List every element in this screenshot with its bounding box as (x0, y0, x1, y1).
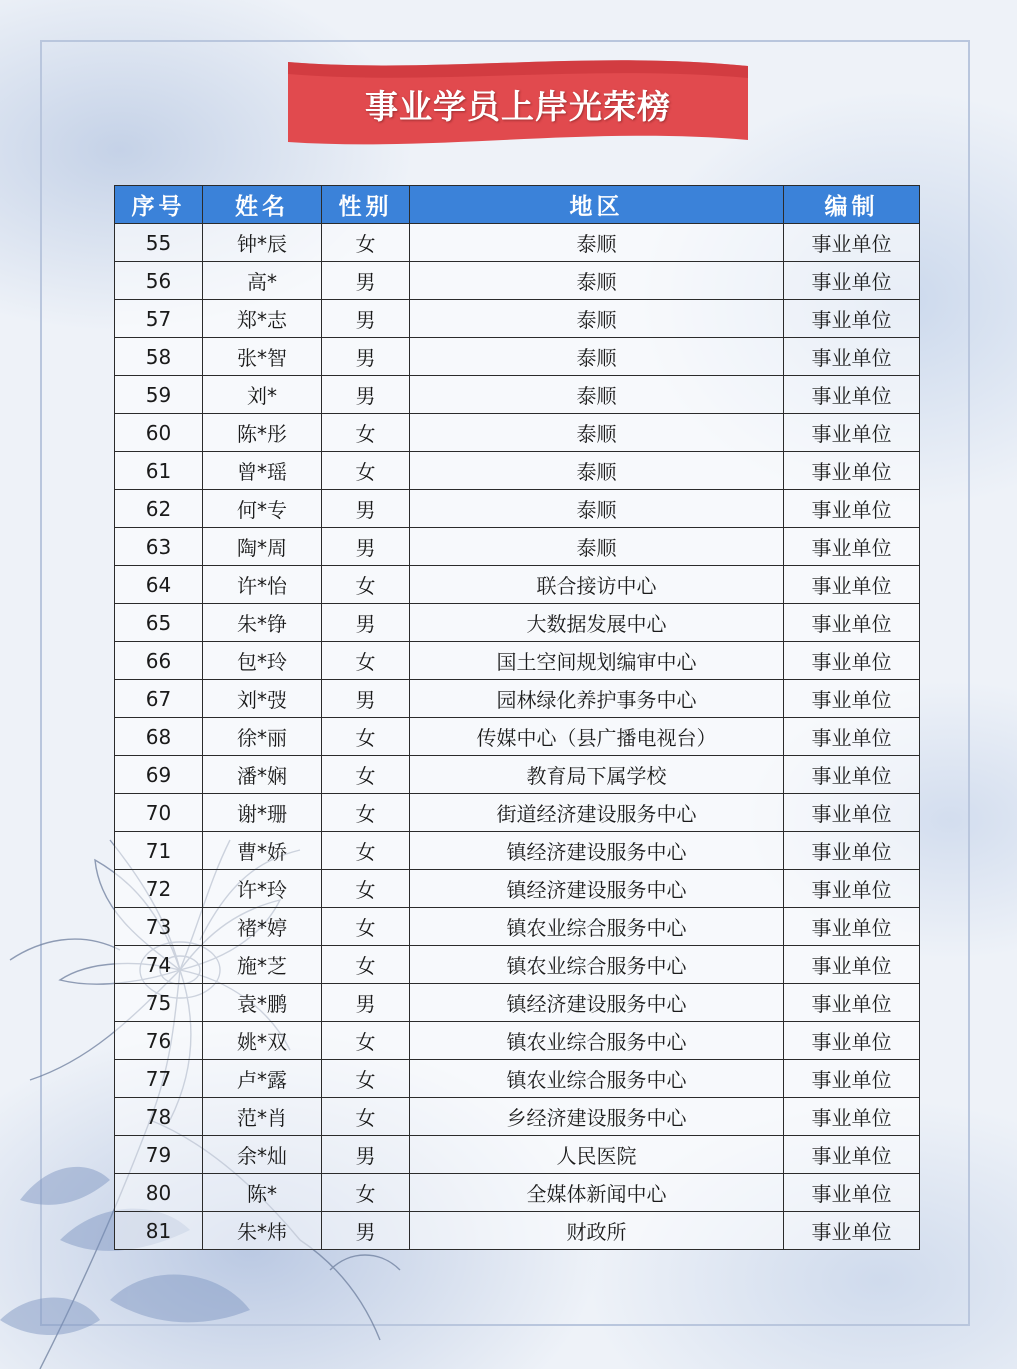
table-row (115, 376, 920, 414)
cell-name: 褚*婷 (203, 908, 322, 946)
table-header-row (115, 186, 920, 224)
cell-index: 59 (115, 376, 203, 414)
cell-name: 袁*鹏 (203, 984, 322, 1022)
cell-gender: 女 (322, 1174, 410, 1212)
cell-index: 70 (115, 794, 203, 832)
cell-gender: 女 (322, 946, 410, 984)
cell-index: 60 (115, 414, 203, 452)
cell-region: 泰顺 (410, 338, 784, 376)
table-row (115, 642, 920, 680)
cell-name: 高* (203, 262, 322, 300)
cell-index: 74 (115, 946, 203, 984)
cell-establishment: 事业单位 (784, 452, 920, 490)
table-row (115, 946, 920, 984)
cell-gender: 男 (322, 984, 410, 1022)
cell-region: 泰顺 (410, 262, 784, 300)
header-region: 地区 (410, 186, 784, 224)
cell-gender: 女 (322, 794, 410, 832)
cell-region: 大数据发展中心 (410, 604, 784, 642)
cell-gender: 女 (322, 1098, 410, 1136)
table-row (115, 338, 920, 376)
cell-gender: 女 (322, 718, 410, 756)
cell-index: 72 (115, 870, 203, 908)
cell-index: 62 (115, 490, 203, 528)
table-row (115, 1060, 920, 1098)
cell-region: 镇经济建设服务中心 (410, 832, 784, 870)
cell-index: 63 (115, 528, 203, 566)
cell-establishment: 事业单位 (784, 338, 920, 376)
cell-index: 56 (115, 262, 203, 300)
cell-region: 全媒体新闻中心 (410, 1174, 784, 1212)
cell-establishment: 事业单位 (784, 870, 920, 908)
table-row (115, 490, 920, 528)
cell-gender: 男 (322, 338, 410, 376)
cell-region: 泰顺 (410, 414, 784, 452)
cell-region: 镇经济建设服务中心 (410, 870, 784, 908)
cell-establishment: 事业单位 (784, 566, 920, 604)
cell-name: 许*玲 (203, 870, 322, 908)
cell-establishment: 事业单位 (784, 1136, 920, 1174)
table-body (115, 224, 920, 1250)
cell-name: 曹*娇 (203, 832, 322, 870)
table-row (115, 262, 920, 300)
table-row (115, 832, 920, 870)
cell-gender: 女 (322, 756, 410, 794)
cell-gender: 男 (322, 1212, 410, 1250)
table-row (115, 1174, 920, 1212)
cell-index: 69 (115, 756, 203, 794)
cell-region: 街道经济建设服务中心 (410, 794, 784, 832)
cell-name: 包*玲 (203, 642, 322, 680)
cell-name: 朱*炜 (203, 1212, 322, 1250)
table-row (115, 1098, 920, 1136)
cell-establishment: 事业单位 (784, 262, 920, 300)
table-row (115, 718, 920, 756)
cell-index: 71 (115, 832, 203, 870)
cell-index: 58 (115, 338, 203, 376)
cell-index: 75 (115, 984, 203, 1022)
cell-index: 68 (115, 718, 203, 756)
cell-gender: 男 (322, 680, 410, 718)
cell-region: 教育局下属学校 (410, 756, 784, 794)
cell-region: 泰顺 (410, 224, 784, 262)
table-row (115, 452, 920, 490)
cell-index: 65 (115, 604, 203, 642)
cell-name: 范*肖 (203, 1098, 322, 1136)
cell-region: 财政所 (410, 1212, 784, 1250)
cell-gender: 男 (322, 376, 410, 414)
cell-establishment: 事业单位 (784, 794, 920, 832)
cell-establishment: 事业单位 (784, 1212, 920, 1250)
cell-region: 镇农业综合服务中心 (410, 908, 784, 946)
cell-establishment: 事业单位 (784, 300, 920, 338)
cell-region: 泰顺 (410, 300, 784, 338)
table-row (115, 1212, 920, 1250)
cell-name: 刘*弢 (203, 680, 322, 718)
table-row (115, 756, 920, 794)
cell-establishment: 事业单位 (784, 718, 920, 756)
cell-gender: 女 (322, 224, 410, 262)
cell-index: 66 (115, 642, 203, 680)
cell-gender: 女 (322, 414, 410, 452)
cell-name: 张*智 (203, 338, 322, 376)
cell-establishment: 事业单位 (784, 680, 920, 718)
cell-name: 姚*双 (203, 1022, 322, 1060)
table-row (115, 870, 920, 908)
cell-establishment: 事业单位 (784, 908, 920, 946)
cell-index: 57 (115, 300, 203, 338)
cell-region: 园林绿化养护事务中心 (410, 680, 784, 718)
cell-region: 镇农业综合服务中心 (410, 946, 784, 984)
cell-name: 郑*志 (203, 300, 322, 338)
cell-index: 81 (115, 1212, 203, 1250)
cell-gender: 女 (322, 452, 410, 490)
cell-name: 陈* (203, 1174, 322, 1212)
cell-index: 77 (115, 1060, 203, 1098)
cell-establishment: 事业单位 (784, 1060, 920, 1098)
cell-gender: 女 (322, 908, 410, 946)
cell-region: 泰顺 (410, 528, 784, 566)
cell-gender: 男 (322, 490, 410, 528)
cell-gender: 男 (322, 1136, 410, 1174)
cell-establishment: 事业单位 (784, 984, 920, 1022)
cell-name: 钟*辰 (203, 224, 322, 262)
cell-establishment: 事业单位 (784, 1174, 920, 1212)
header-gender: 性别 (322, 186, 410, 224)
cell-index: 73 (115, 908, 203, 946)
cell-establishment: 事业单位 (784, 1098, 920, 1136)
header-name: 姓名 (203, 186, 322, 224)
cell-index: 61 (115, 452, 203, 490)
cell-region: 镇农业综合服务中心 (410, 1060, 784, 1098)
header-index: 序号 (115, 186, 203, 224)
table-row (115, 566, 920, 604)
cell-establishment: 事业单位 (784, 490, 920, 528)
cell-name: 施*芝 (203, 946, 322, 984)
cell-name: 潘*娴 (203, 756, 322, 794)
cell-region: 镇经济建设服务中心 (410, 984, 784, 1022)
table-row (115, 984, 920, 1022)
cell-establishment: 事业单位 (784, 642, 920, 680)
cell-gender: 女 (322, 642, 410, 680)
cell-name: 陶*周 (203, 528, 322, 566)
header-establishment: 编制 (784, 186, 920, 224)
cell-gender: 男 (322, 604, 410, 642)
cell-establishment: 事业单位 (784, 946, 920, 984)
page-title: 事业学员上岸光荣榜 (365, 86, 671, 126)
cell-name: 卢*露 (203, 1060, 322, 1098)
cell-index: 79 (115, 1136, 203, 1174)
cell-establishment: 事业单位 (784, 224, 920, 262)
cell-gender: 女 (322, 566, 410, 604)
cell-establishment: 事业单位 (784, 604, 920, 642)
cell-region: 传媒中心（县广播电视台） (410, 718, 784, 756)
cell-gender: 男 (322, 300, 410, 338)
cell-establishment: 事业单位 (784, 832, 920, 870)
cell-name: 刘* (203, 376, 322, 414)
cell-region: 国土空间规划编审中心 (410, 642, 784, 680)
cell-name: 徐*丽 (203, 718, 322, 756)
title-banner (288, 56, 748, 152)
cell-index: 64 (115, 566, 203, 604)
cell-index: 80 (115, 1174, 203, 1212)
cell-name: 何*专 (203, 490, 322, 528)
cell-index: 78 (115, 1098, 203, 1136)
cell-region: 镇农业综合服务中心 (410, 1022, 784, 1060)
cell-index: 55 (115, 224, 203, 262)
cell-establishment: 事业单位 (784, 1022, 920, 1060)
table-row (115, 224, 920, 262)
cell-establishment: 事业单位 (784, 376, 920, 414)
cell-index: 67 (115, 680, 203, 718)
cell-region: 泰顺 (410, 490, 784, 528)
cell-name: 曾*瑶 (203, 452, 322, 490)
cell-region: 人民医院 (410, 1136, 784, 1174)
cell-region: 乡经济建设服务中心 (410, 1098, 784, 1136)
cell-name: 陈*彤 (203, 414, 322, 452)
table-row (115, 414, 920, 452)
cell-index: 76 (115, 1022, 203, 1060)
cell-name: 谢*珊 (203, 794, 322, 832)
cell-establishment: 事业单位 (784, 756, 920, 794)
table-row (115, 680, 920, 718)
cell-name: 朱*铮 (203, 604, 322, 642)
cell-region: 泰顺 (410, 376, 784, 414)
cell-gender: 男 (322, 528, 410, 566)
cell-region: 联合接访中心 (410, 566, 784, 604)
table-row (115, 300, 920, 338)
table-row (115, 1136, 920, 1174)
cell-name: 许*怡 (203, 566, 322, 604)
table-row (115, 528, 920, 566)
table-row (115, 1022, 920, 1060)
cell-gender: 女 (322, 832, 410, 870)
cell-establishment: 事业单位 (784, 414, 920, 452)
cell-gender: 女 (322, 1022, 410, 1060)
cell-name: 余*灿 (203, 1136, 322, 1174)
table-row (115, 604, 920, 642)
cell-gender: 女 (322, 1060, 410, 1098)
cell-gender: 女 (322, 870, 410, 908)
cell-region: 泰顺 (410, 452, 784, 490)
cell-establishment: 事业单位 (784, 528, 920, 566)
table-row (115, 794, 920, 832)
table-row (115, 908, 920, 946)
cell-gender: 男 (322, 262, 410, 300)
honor-roll-table (114, 185, 920, 1250)
